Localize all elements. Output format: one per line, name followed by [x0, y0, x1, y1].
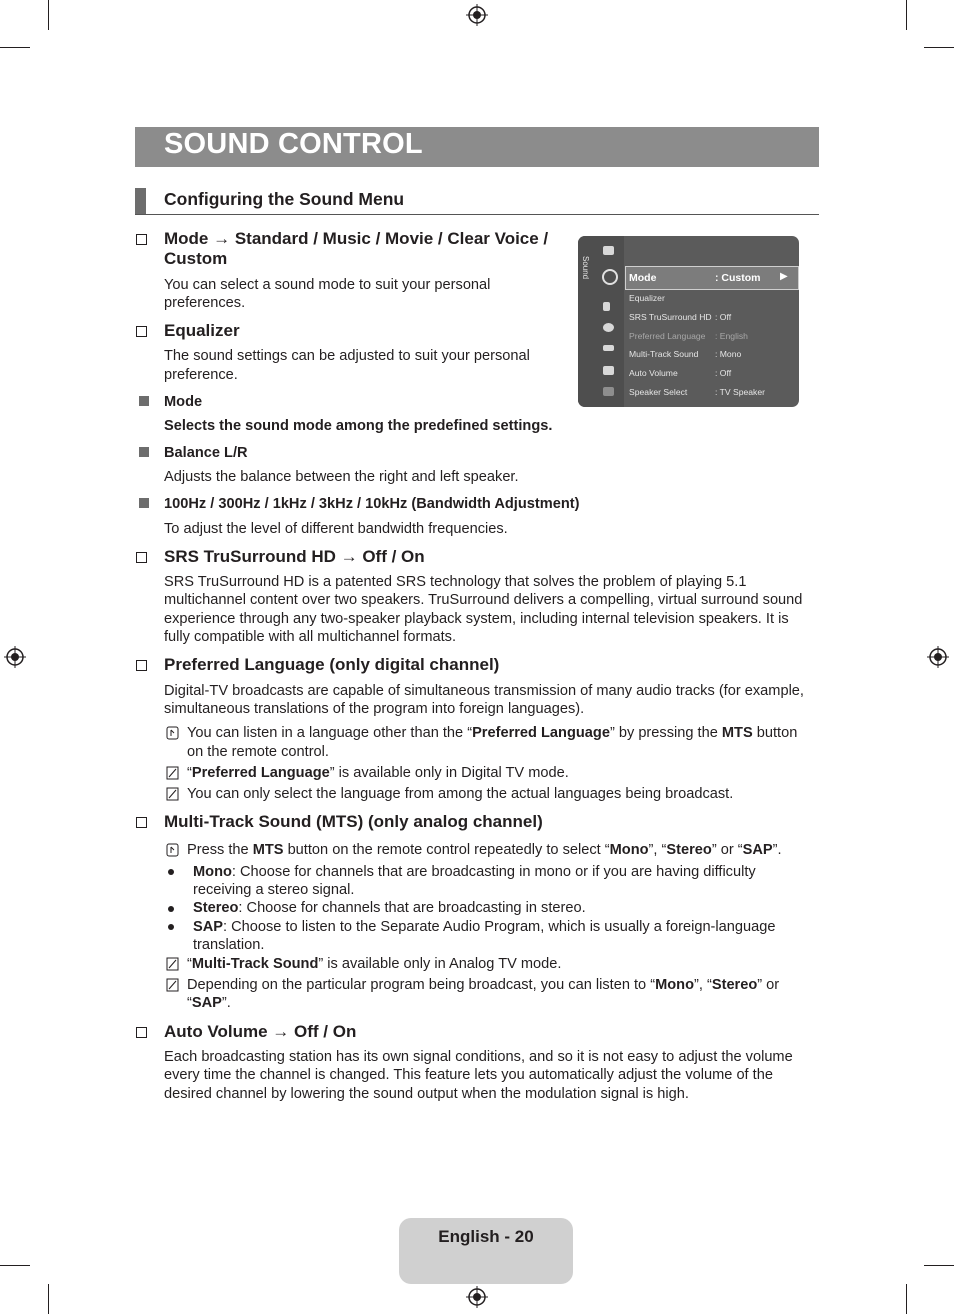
registration-mark-icon: [466, 4, 488, 26]
checkbox-bullet-icon: [136, 660, 147, 671]
checkbox-bullet-icon: [136, 234, 147, 245]
mono-item-line2: receiving a stereo signal.: [193, 882, 355, 898]
channel-icon: [603, 302, 610, 311]
note-text: Press the MTS button on the remote control repeatedly to select “Mono”, “Stereo” or “SAP”.: [187, 842, 782, 858]
crop-mark: [906, 0, 907, 30]
tv-menu-row-label[interactable]: Equalizer: [629, 293, 665, 303]
square-bullet-icon: [139, 498, 149, 508]
preferred-language-heading: Preferred Language (only digital channel): [164, 655, 500, 674]
tv-menu-row-value: : Mono: [715, 349, 742, 359]
section-title: Configuring the Sound Menu: [164, 189, 405, 209]
crop-mark: [924, 1265, 954, 1266]
equalizer-description: The sound settings can be adjusted to suit your personal: [164, 348, 530, 364]
bandwidth-description: To adjust the level of different bandwidth frequencies.: [164, 521, 508, 537]
note-icon: [166, 787, 179, 801]
tv-menu-row-label[interactable]: Multi-Track Sound: [629, 349, 699, 359]
registration-mark-icon: [927, 646, 949, 668]
page-title-bar: [135, 127, 819, 167]
tv-menu-row-value: : Off: [715, 312, 732, 322]
triangle-right-icon: ▶: [780, 271, 788, 282]
srs-text: multichannel content over two speakers. TruSurround delivers a compelling, virtual surround sound: [164, 592, 803, 608]
mono-item: Mono: Choose for channels that are broadcasting in mono or if you are having difficulty: [193, 864, 756, 880]
remote-button-icon: [166, 843, 179, 857]
tv-menu-row-label[interactable]: Auto Volume: [629, 368, 678, 378]
registration-mark-icon: [466, 1286, 488, 1308]
srs-heading: SRS TruSurround HD → Off / On: [164, 547, 425, 566]
crop-mark: [48, 1284, 49, 1314]
equalizer-mode-description: Selects the sound mode among the predefined settings.: [164, 418, 553, 434]
crop-mark: [924, 47, 954, 48]
note-text: “Preferred Language” is available only in Digital TV mode.: [187, 765, 569, 781]
sap-item-line2: translation.: [193, 937, 265, 953]
preferred-language-text: simultaneous translations of the program into foreign languages).: [164, 701, 585, 717]
tv-menu-selected-row[interactable]: [625, 266, 799, 290]
tv-menu-row-label[interactable]: SRS TruSurround HD: [629, 312, 712, 322]
auto-volume-text: every time the channel is changed. This feature lets you automatically adjust the volume of the: [164, 1067, 773, 1083]
srs-text: SRS TruSurround HD is a patented SRS technology that solves the problem of playing 5.1: [164, 574, 747, 590]
note-text: You can listen in a language other than the “Preferred Language” by pressing the MTS button: [187, 725, 798, 741]
note-icon: [166, 766, 179, 780]
crop-mark: [906, 1284, 907, 1314]
note-text: Depending on the particular program being broadcast, you can listen to “Mono”, “Stereo” or: [187, 977, 780, 993]
crop-mark: [0, 1265, 30, 1266]
checkbox-bullet-icon: [136, 1027, 147, 1038]
mode-heading-line2: Custom: [164, 249, 228, 268]
mode-description-line2: preferences.: [164, 295, 246, 311]
page-title: SOUND CONTROL: [164, 128, 423, 160]
bandwidth-label: 100Hz / 300Hz / 1kHz / 3kHz / 10kHz (Bandwidth Adjustment): [164, 496, 580, 512]
section-marker: [135, 188, 146, 214]
tv-menu-row-value: : TV Speaker: [715, 387, 765, 397]
mode-description: You can select a sound mode to suit your personal: [164, 277, 491, 293]
note-icon: [166, 978, 179, 992]
auto-volume-heading: Auto Volume → Off / On: [164, 1022, 357, 1041]
remote-button-icon: [166, 726, 179, 740]
srs-text: experience through any two-speaker playback system, including internal television speakers. It is: [164, 611, 789, 627]
tv-menu-selected-value: : Custom: [715, 272, 761, 284]
note-icon: [166, 957, 179, 971]
section-header: [135, 186, 819, 215]
mode-heading: Mode → Standard / Music / Movie / Clear Voice /: [164, 229, 549, 248]
auto-volume-text: desired channel by lowering the sound output when the modulation signal is high.: [164, 1086, 689, 1102]
input-icon: [603, 345, 614, 351]
checkbox-bullet-icon: [136, 552, 147, 563]
balance-description: Adjusts the balance between the right and left speaker.: [164, 469, 519, 485]
application-icon: [603, 366, 614, 375]
setup-gear-icon: [603, 323, 614, 332]
support-icon: [603, 387, 614, 396]
picture-icon: [603, 246, 614, 255]
crop-mark: [0, 47, 30, 48]
crop-mark: [48, 0, 49, 30]
mts-heading: Multi-Track Sound (MTS) (only analog channel): [164, 812, 543, 831]
bullet-dot-icon: [168, 924, 174, 930]
note-text: “Multi-Track Sound” is available only in Analog TV mode.: [187, 956, 562, 972]
tv-sound-menu: [578, 236, 799, 407]
note-text: on the remote control.: [187, 744, 329, 760]
stereo-item: Stereo: Choose for channels that are broadcasting in stereo.: [193, 900, 586, 916]
tv-menu-side-label: Sound: [581, 256, 590, 280]
srs-text: fully compatible with all multichannel formats.: [164, 629, 456, 645]
preferred-language-text: Digital-TV broadcasts are capable of simultaneous transmission of many audio tracks (for example,: [164, 683, 804, 699]
square-bullet-icon: [139, 447, 149, 457]
checkbox-bullet-icon: [136, 817, 147, 828]
page-number: English - 20: [438, 1227, 534, 1246]
bullet-dot-icon: [168, 869, 174, 875]
tv-menu-row-label: Preferred Language: [629, 331, 706, 341]
equalizer-mode-label: Mode: [164, 394, 203, 410]
auto-volume-text: Each broadcasting station has its own signal conditions, and so it is not easy to adjust the volume: [164, 1049, 793, 1065]
balance-label: Balance L/R: [164, 445, 248, 461]
bullet-dot-icon: [168, 906, 174, 912]
registration-mark-icon: [4, 646, 26, 668]
equalizer-heading: Equalizer: [164, 321, 240, 340]
square-bullet-icon: [139, 396, 149, 406]
equalizer-description-line2: preference.: [164, 367, 238, 383]
sap-item: SAP: Choose to listen to the Separate Audio Program, which is usually a foreign-language: [193, 919, 776, 935]
tv-menu-selected-label: Mode: [629, 272, 657, 284]
sound-icon: [602, 269, 618, 285]
checkbox-bullet-icon: [136, 326, 147, 337]
tv-menu-row-label[interactable]: Speaker Select: [629, 387, 688, 397]
note-text: You can only select the language from among the actual languages being broadcast.: [187, 786, 734, 802]
tv-menu-row-value: : English: [715, 331, 748, 341]
note-text-line2: “SAP”.: [187, 995, 231, 1011]
tv-menu-row-value: : Off: [715, 368, 732, 378]
page-number-tab: [399, 1218, 573, 1284]
